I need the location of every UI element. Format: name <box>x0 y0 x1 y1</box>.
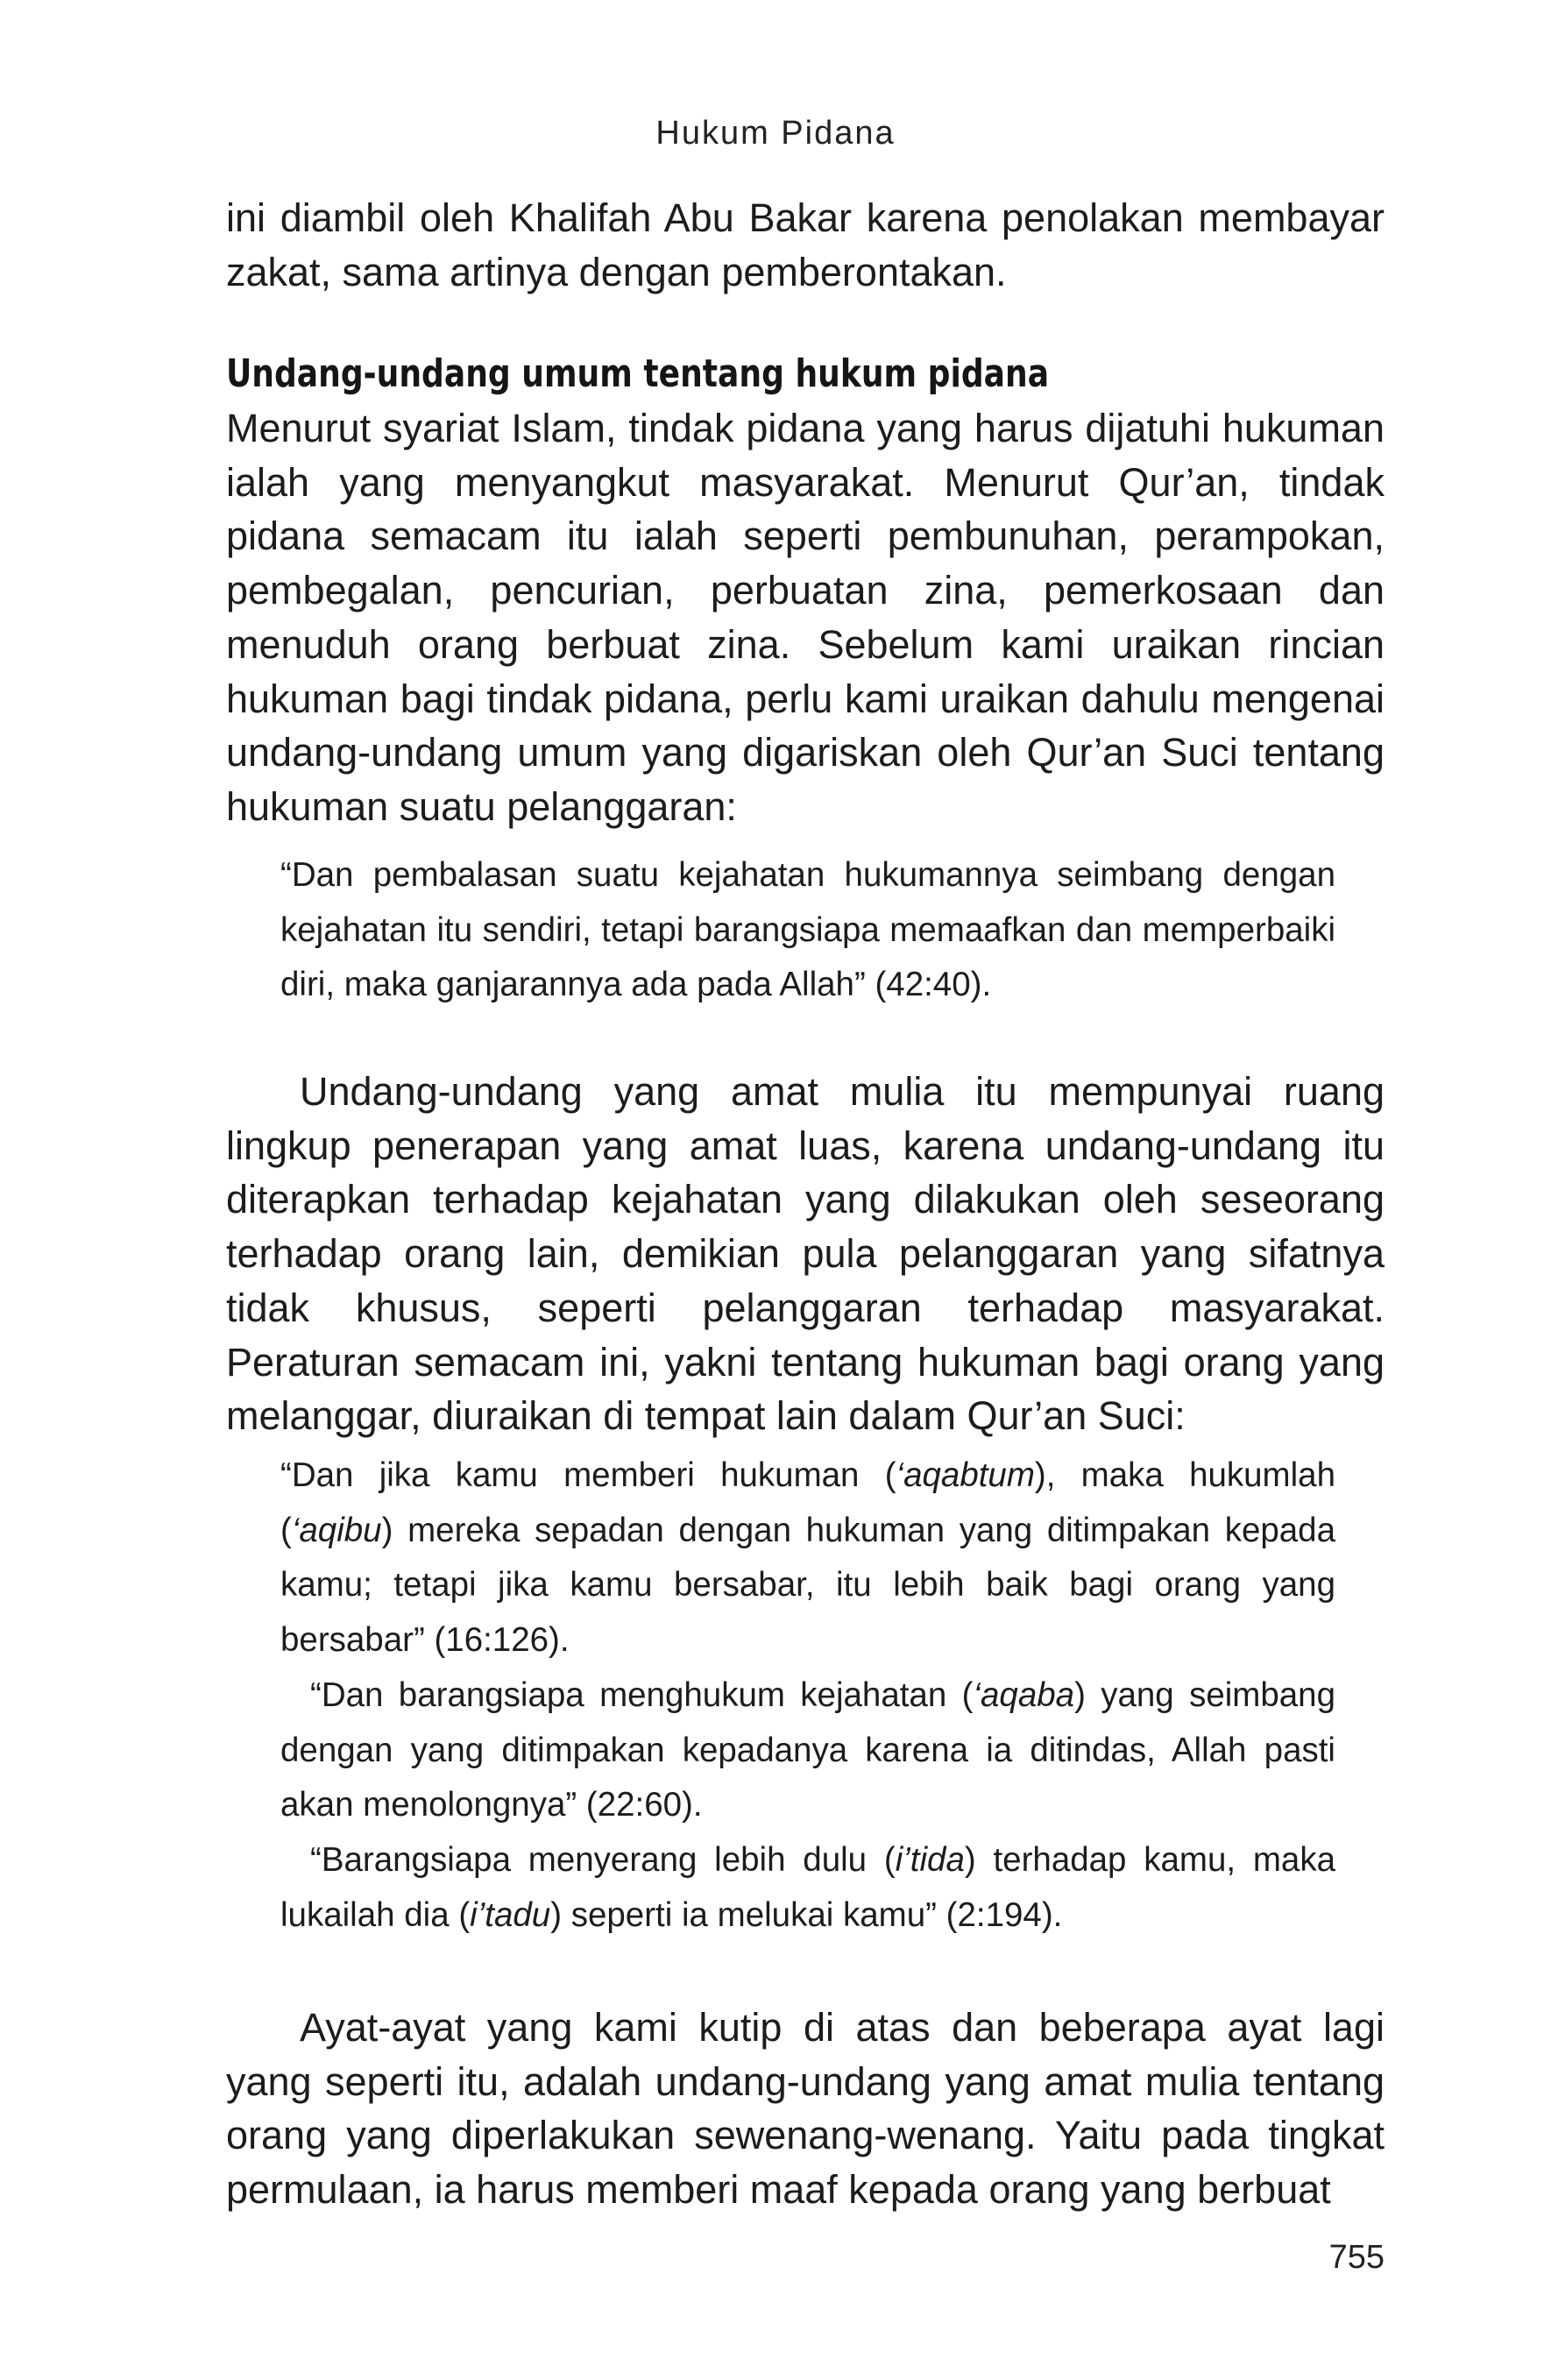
continuation-block <box>226 191 1385 299</box>
quote-4-part-2: ) terhadap kamu, maka lukailah dia ( <box>280 1840 1336 1934</box>
quote-block-1 <box>280 848 1335 1013</box>
quote-2-term-2: ‘aqibu <box>291 1511 382 1549</box>
paragraph-2: Undang-undang yang amat mulia itu mempunyai ruang lingkup penerapan yang amat luas, karena undang-undang itu diterapkan terhadap kejahatan yang dilakukan oleh seseorang terhadap orang lain, demikian pula pelanggaran yang sifatnya tidak khusus, seperti pelanggaran terhadap masyarakat. Peraturan semacam ini, yakni tentang hukuman bagi orang yang melanggar, diuraikan di tempat lain dalam Qur’an Suci: <box>226 1069 1385 1439</box>
paragraph-3-block <box>226 2001 1385 2217</box>
quote-2 <box>280 1449 1335 1668</box>
quote-4-part-1: “Barangsiapa menyerang lebih dulu ( <box>310 1840 896 1879</box>
quote-2-part-2: ), maka hukumlah ( <box>280 1456 1335 1549</box>
quote-1: “Dan pembalasan suatu kejahatan hukumannya seimbang dengan kejahatan itu sendiri, tetapi barangsiapa memaafkan dan memperbaiki diri, maka ganjarannya ada pada Allah” (42:40). <box>280 856 1335 1004</box>
quote-2-part-3: ) mereka sepadan dengan hukuman yang ditimpakan kepada kamu; tetapi jika kamu bersabar, itu lebih baik bagi orang yang bersabar” (16:126). <box>280 1511 1335 1660</box>
section-heading: Undang-undang umum tentang hukum pidana <box>226 351 1050 396</box>
quote-3-part-1: “Dan barangsiapa menghukum kejahatan ( <box>310 1675 974 1714</box>
quote-4 <box>280 1833 1335 1943</box>
quote-4-term-2: i’tadu <box>470 1895 551 1934</box>
quote-4-part-3: ) seperti ia melukai kamu” (2:194). <box>550 1895 1063 1934</box>
quote-3 <box>280 1668 1335 1833</box>
page-number: 755 <box>1328 2239 1385 2276</box>
paragraph-1: Menurut syariat Islam, tindak pidana yang harus dijatuhi hukuman ialah yang menyangkut masyarakat. Menurut Qur’an, tindak pidana semacam itu ialah seperti pembunuhan, perampokan, pembegalan, pencurian, perbuatan zina, pemerkosaan dan menuduh orang berbuat zina. Sebelum kami uraikan rincian hukuman bagi tindak pidana, perlu kami uraikan dahulu mengenai undang-undang umum yang digariskan oleh Qur’an Suci tentang hukuman suatu pelanggaran: <box>226 406 1385 829</box>
paragraph-3: Ayat-ayat yang kami kutip di atas dan beberapa ayat lagi yang seperti itu, adalah undang-undang yang amat mulia tentang orang yang diperlakukan sewenang-wenang. Yaitu pada tingkat permulaan, ia harus memberi maaf kepada orang yang berbuat <box>226 2005 1385 2213</box>
quote-2-term-1: ‘aqabtum <box>896 1456 1035 1494</box>
section-block <box>226 347 1385 834</box>
quote-3-term-1: ‘aqaba <box>973 1675 1075 1714</box>
quote-3-part-2: ) yang seimbang dengan yang ditimpakan kepadanya karena ia ditindas, Allah pasti akan menolongnya” (22:60). <box>280 1675 1336 1824</box>
running-header: Hukum Pidana <box>655 115 896 152</box>
quote-block-2 <box>280 1449 1335 1943</box>
continuation-paragraph: ini diambil oleh Khalifah Abu Bakar karena penolakan membayar zakat, sama artinya dengan pemberontakan. <box>226 195 1385 294</box>
paragraph-2-block <box>226 1065 1385 1443</box>
quote-4-term-1: i’tida <box>895 1840 965 1879</box>
quote-2-part-1: “Dan jika kamu memberi hukuman ( <box>280 1456 896 1494</box>
